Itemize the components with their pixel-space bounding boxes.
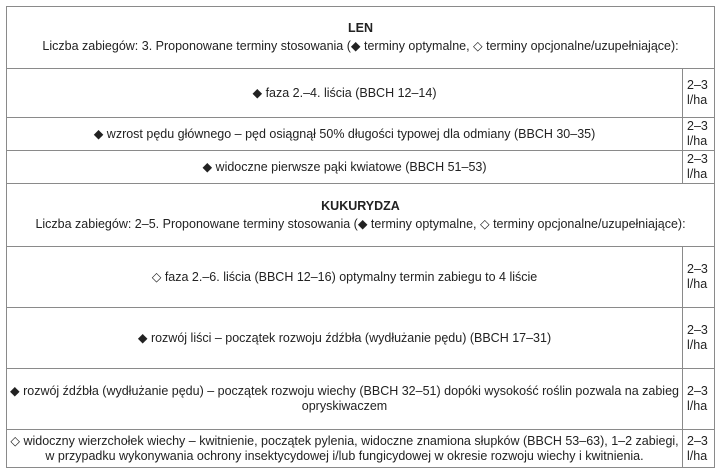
dose-cell: 2–3 l/ha [683, 430, 715, 468]
dose-cell: 2–3 l/ha [683, 369, 715, 430]
stage-cell: ◇ faza 2.–6. liścia (BBCH 12–16) optymalny termin zabiegu to 4 liście [7, 247, 683, 308]
table-row [7, 69, 715, 118]
dose-cell: 2–3 l/ha [683, 118, 715, 151]
stage-cell: ◆ faza 2.–4. liścia (BBCH 12–14) [7, 69, 683, 118]
table-row [7, 118, 715, 151]
dose-cell: 2–3 l/ha [683, 247, 715, 308]
dose-cell: 2–3 l/ha [683, 69, 715, 118]
dose-cell: 2–3 l/ha [683, 151, 715, 184]
crop-name: KUKURYDZA [321, 198, 400, 213]
section-header-len [7, 7, 715, 69]
stage-cell: ◆ wzrost pędu głównego – pęd osiągnął 50% długości typowej dla odmiany (BBCH 30–35) [7, 118, 683, 151]
section-header-row [7, 7, 715, 69]
table-row [7, 430, 715, 468]
crop-name: LEN [348, 21, 373, 35]
stage-cell: ◆ widoczne pierwsze pąki kwiatowe (BBCH 51–53) [7, 151, 683, 184]
table-row [7, 308, 715, 369]
section-header-kukurydza [7, 184, 715, 247]
section-note: Liczba zabiegów: 3. Proponowane terminy stosowania (◆ terminy optymalne, ◇ terminy opcjonalne/uzupełniające): [42, 39, 679, 53]
section-header-row [7, 184, 715, 247]
stage-cell: ◆ rozwój liści – początek rozwoju źdźbła (wydłużanie pędu) (BBCH 17–31) [7, 308, 683, 369]
section-note: Liczba zabiegów: 2–5. Proponowane terminy stosowania (◆ terminy optymalne, ◇ terminy opcjonalne/uzupełniające): [35, 216, 686, 231]
table-row [7, 151, 715, 184]
dosage-table [6, 6, 715, 468]
table-row [7, 247, 715, 308]
stage-cell: ◇ widoczny wierzchołek wiechy – kwitnienie, początek pylenia, widoczne znamiona słupków (BBCH 53–63), 1–2 zabiegi, w przypadku wykonywania ochrony insektycydowej i/lub fungicydowej w okresie rozwoju wiechy i kwitnienia. [7, 430, 683, 468]
table-row [7, 369, 715, 430]
stage-cell: ◆ rozwój źdźbła (wydłużanie pędu) – początek rozwoju wiechy (BBCH 32–51) dopóki wysokość roślin pozwala na zabieg opryskiwaczem [7, 369, 683, 430]
dose-cell: 2–3 l/ha [683, 308, 715, 369]
